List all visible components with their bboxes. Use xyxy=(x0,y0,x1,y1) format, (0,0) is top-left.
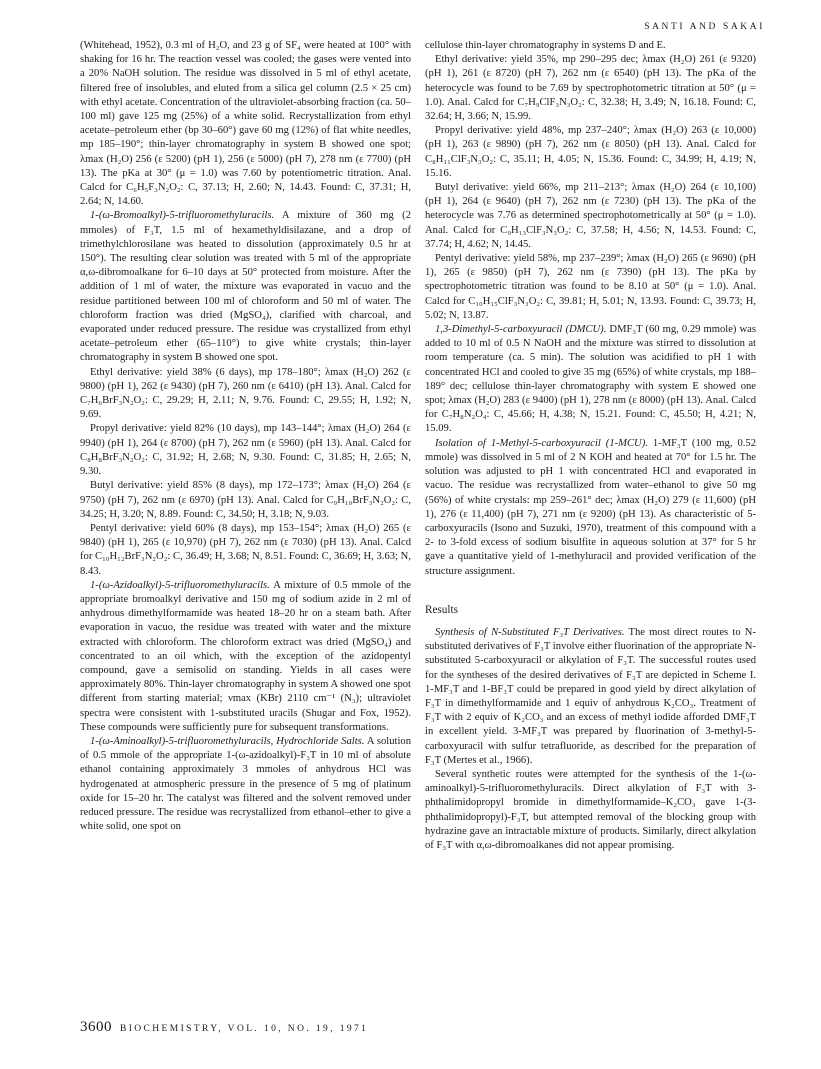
page-number: 3600 xyxy=(80,1019,112,1035)
paragraph-text: Ethyl derivative: yield 38% (6 days), mp 178–180°; λmax (H₂O) 262 (ε 9800) (pH 1), 262 (ε 9430) (pH 7), 260 nm (ε 6410) (pH 13). Anal. Calcd for C₇H₆BrF₃N₂O₂: C, 29.29; H, 2.11; N, 9.76. Found: C, 29.55; H, 1.92; N, 9.69. xyxy=(80,366,411,421)
paragraph xyxy=(80,366,411,423)
journal-line: BIOCHEMISTRY, VOL. 10, NO. 19, 1971 xyxy=(120,1024,369,1034)
left-column xyxy=(80,39,411,834)
paragraph-heading: 1,3-Dimethyl-5-carboxyuracil (DMCU). xyxy=(435,324,607,336)
paragraph-heading: 1-(ω-Azidoalkyl)-5-trifluoromethyluracils. xyxy=(90,579,270,591)
section-heading: Results xyxy=(425,603,458,616)
paragraph xyxy=(425,437,756,579)
paragraph-text: Propyl derivative: yield 48%, mp 237–240°; λmax (H₂O) 263 (ε 10,000) (pH 1), 263 (ε 9890) (pH 7), 262 nm (ε 8050) (pH 13). Anal. Calcd for C₈H₁₁ClF₃N₃O₂: C, 35.11; H, 4.05; N, 15.36. Found: C, 34.99; H, 4.19; N, 15.16. xyxy=(425,125,756,179)
paragraph-text: Pentyl derivative: yield 60% (8 days), mp 153–154°; λmax (H₂O) 265 (ε 9840) (pH 1), 265 (ε 10,970) (pH 7), 262 nm (ε 7030) (pH 13). Anal. Calcd for C₁₀H₁₂BrF₃N₂O₂: C, 36.49; H, 3.68; N, 8.51. Found: C, 36.69; H, 3.63; N, 8.43. xyxy=(80,522,411,577)
paragraph-text: The most direct routes to N-substituted derivatives of F₃T involve either fluorination of the appropriate N-substituted 5-carboxyuracil or alkylation of F₃T. The successful routes used for the syntheses of the desired derivatives of F₃T are depicted in Scheme I. 1-MF₃T and 1-BF₃T could be prepared in good yield by direct alkylation of F₃T in dimethylformamide and 1 equiv of anhydrous K₂CO₃. Treatment of F₃T with 2 equiv of K₂CO₃ and an excess of methyl iodide afforded DMF₃T in excellent yield. 3-MF₃T was prepared by fluorination of 3-methyl-5-carboxyuracil with sulfur tetrafluoride, as described for the preparation of F₃T (Mertes et al., 1966). xyxy=(425,626,756,766)
paragraph-text: Propyl derivative: yield 82% (10 days), mp 143–144°; λmax (H₂O) 264 (ε 9940) (pH 1), 264 (ε 8700) (pH 7), 262 nm (ε 5960) (pH 13). Anal. Calcd for C₈H₈BrF₃N₂O₂: C, 31.92; H, 2.68; N, 9.30. Found: C, 31.85; H, 2.65; N, 9.30. xyxy=(80,423,411,478)
paragraph-text: Butyl derivative: yield 85% (8 days), mp 172–173°; λmax (H₂O) 264 (ε 9750) (pH 7), 262 nm (ε 6970) (pH 13). Anal. Calcd for C₉H₁₀BrF₃N₂O₂: C, 34.25; H, 3.20; N, 8.89. Found: C, 34.50; H, 3.18; N, 9.03. xyxy=(80,480,411,520)
paragraph xyxy=(80,422,411,479)
paragraph xyxy=(425,323,756,437)
page-footer xyxy=(80,1019,368,1036)
paragraph xyxy=(80,209,411,365)
running-head: SANTI AND SAKAI xyxy=(644,22,765,32)
paragraph xyxy=(80,39,411,209)
paragraph-text: 1-MF₃T (100 mg, 0.52 mmole) was dissolved in 5 ml of 2 N KOH and heated at 70° for 1.5 hr. The solution was adjusted to pH 1 with concentrated HCl and evaporated in vacuo. The residue was recrystallized from water–ethanol to give 50 mg (56%) of white crystals: mp 259–261° dec; λmax (H₂O) 279 (ε 11,600) (pH 1), 276 (ε 11,400) (pH 7), 271 nm (ε 9200) (pH 13). As characteristic of 5-carboxyuracils (Isono and Suzuki, 1970), treatment of this compound with a 2- to 3-fold excess of sodium bisulfite in aqueous solution at 37° for 5 hr gave a quantitative yield of 1-methyluracil and provided verification of the structure assignment. xyxy=(425,437,756,577)
paragraph-heading: 1-(ω-Aminoalkyl)-5-trifluoromethyluracils, Hydrochloride Salts. xyxy=(90,735,365,747)
paragraph-heading: Isolation of 1-Methyl-5-carboxyuracil (1-MCU). xyxy=(435,437,648,449)
paragraph xyxy=(425,181,756,252)
paragraph xyxy=(425,53,756,124)
paragraph-text: Ethyl derivative: yield 35%, mp 290–295 dec; λmax (H₂O) 261 (ε 9320) (pH 1), 261 (ε 8720) (pH 7), 262 nm (ε 6540) (pH 13). The pKa of the heterocycle was found to be 7.69 by spectrophotometric titration at 50° (μ = 1.0). Anal. Calcd for C₇H₉ClF₃N₃O₂: C, 32.38; H, 3.49; N, 16.18. Found: C, 32.64; H, 3.66; N, 15.99. xyxy=(425,54,756,123)
paragraph xyxy=(425,39,756,53)
paragraph xyxy=(425,768,756,853)
paragraph-text: DMF₃T (60 mg, 0.29 mmole) was added to 10 ml of 0.5 N NaOH and the mixture was stirred to dissolution at room temperature (ca. 5 min). The solution was acidified to pH 1 with concentrated HCl and cooled to give 35 mg (65%) of white crystals, mp 188–189° dec; cellulose thin-layer chromatography with system E showed one spot; λmax (H₂O) 283 (ε 9400) (pH 1), 278 nm (ε 8000) (pH 13). Anal. Calcd for C₇H₈N₂O₄: C, 45.66; H, 4.38; N, 15.21. Found: C, 45.50; H, 4.21; N, 15.09. xyxy=(425,324,756,435)
paragraph-heading: 1-(ω-Bromoalkyl)-5-trifluoromethyluracils. xyxy=(90,210,275,222)
paragraph xyxy=(80,522,411,579)
paragraph-text: Several synthetic routes were attempted for the synthesis of the 1-(ω-aminoalkyl)-5-trifluoromethyluracils. Direct alkylation of F₃T with 3-phthalimidopropyl bromide in dimethylformamide–K₂CO₃ gave 1-(3-phthalimidopropyl)-F₃T, but attempted removal of the blocking group with hydrazine gave an intractable mixture of products. Similarly, direct alkylation of F₃T with α,ω-dibromoalkanes did not appear promising. xyxy=(425,768,756,851)
paragraph xyxy=(80,735,411,834)
paragraph xyxy=(425,626,756,768)
right-column xyxy=(425,39,756,853)
paragraph-text: A mixture of 360 mg (2 mmoles) of F₃T, 1.5 ml of hexamethyldisilazane, and a drop of trimethylchlorosilane was heated to dissolution (approximately 0.5 hr at 150°). The resulting clear solution was treated with 5 ml of the appropriate α,ω-dibromoalkane for 6–10 days at 50° protected from moisture. After the addition of 1 ml of water, the mixture was evaporated in vacuo and the residue partitioned between 100 ml of chloroform and 50 ml of water. The chloroform fraction was dried (MgSO₄), clarified with charcoal, and evaporated under reduced pressure. The residue was crystallized from ethyl acetate–petroleum ether (65–110°) to give white crystals; thin-layer chromatography in system B showed one spot. xyxy=(80,210,411,364)
paragraph-heading: Synthesis of N-Substituted F₃T Derivatives. xyxy=(435,626,625,638)
paragraph xyxy=(80,579,411,735)
paragraph-text: Pentyl derivative: yield 58%, mp 237–239°; λmax (H₂O) 265 (ε 9690) (pH 1), 265 (ε 9850) (pH 7), 262 nm (ε 7390) (pH 13). The pKa by spectrophotometric titration was found to be 8.10 at 50° (μ = 1.0). Anal. Calcd for C₁₀H₁₅ClF₃N₃O₂: C, 39.81; H, 5.01; N, 13.93. Found: C, 39.73; H, 5.02; N, 13.87. xyxy=(425,253,756,321)
paragraph xyxy=(425,252,756,323)
paragraph-text: (Whitehead, 1952), 0.3 ml of H₂O, and 23 g of SF₄ were heated at 100° with shaking for 16 hr. The reaction vessel was cooled; the gases were vented into a 20% NaOH solution. The residue was dissolved in 5 ml of ethyl acetate, filtered free of insolubles, and eluted from a silica gel column (2.5 × 25 cm) with ethyl acetate. Concentration of the ultraviolet-absorbing fraction (ca. 50–100 ml) gave 125 mg (25%) of a white solid. Recrystallization from ethyl acetate–petroleum ether (bp 30–60°) gave 60 mg (12%) of flat white needles, mp 185–190°; thin-layer chromatography in system B showed one spot; λmax (H₂O) 256 (ε 5200) (pH 1), 256 (ε 5000) (pH 7), 278 nm (ε 7700) (pH 13). The pKa at 30° (μ = 1.0) was 7.60 by potentiometric titration. Anal. Calcd for C₆H₅F₃N₂O₂: C, 37.13; H, 2.60; N, 14.43. Found: C, 37.31; H, 2.64; N, 14.60. xyxy=(80,40,411,208)
paragraph-text: Butyl derivative: yield 66%, mp 211–213°; λmax (H₂O) 264 (ε 10,100) (pH 1), 264 (ε 9640) (pH 7), 262 nm (ε 7230) (pH 13). The pKa of the heterocycle was 7.76 as determined spectrophotometrically at 50° (μ = 1.0). Anal. Calcd for C₉H₁₃ClF₃N₃O₂: C, 37.58; H, 4.56; N, 14.53. Found: C, 37.74; H, 4.62; N, 14.45. xyxy=(425,182,756,250)
paragraph xyxy=(425,124,756,181)
paragraph-text: cellulose thin-layer chromatography in systems D and E. xyxy=(425,40,666,51)
paragraph xyxy=(80,479,411,522)
paragraph-text: A solution of 0.5 mmole of the appropriate 1-(ω-azidoalkyl)-F₃T in 10 ml of absolute ethanol containing approximately 3 mmoles of anhydrous HCl was hydrogenated at atmospheric pressure in the presence of 5 mg of platinum oxide for 15–20 hr. The catalyst was filtered and the solvent removed under reduced pressure. The residue was recrystallized from ethanol–ether to give a white solid, one spot on xyxy=(80,735,411,833)
paragraph-text: A mixture of 0.5 mmole of the appropriate bromoalkyl derivative and 150 mg of sodium azide in 2 ml of anhydrous dimethylformamide was heated 18–20 hr on a steam bath. After evaporation in vacuo, the residue was treated with water and the mixture extracted with chloroform. The chloroform extract was dried (MgSO₄) and concentrated to an oil which, with the exception of the azidopentyl compound, gave a semisolid on standing. Yields in all cases were approximately 80%. Thin-layer chromatography in system A showed one spot different from starting material; νmax (KBr) 2110 cm⁻¹ (N₃); ultraviolet spectra were consistent with 1-substituted uracils (Shugar and Fox, 1952). These compounds were sufficiently pure for subsequent transformations. xyxy=(80,579,411,733)
